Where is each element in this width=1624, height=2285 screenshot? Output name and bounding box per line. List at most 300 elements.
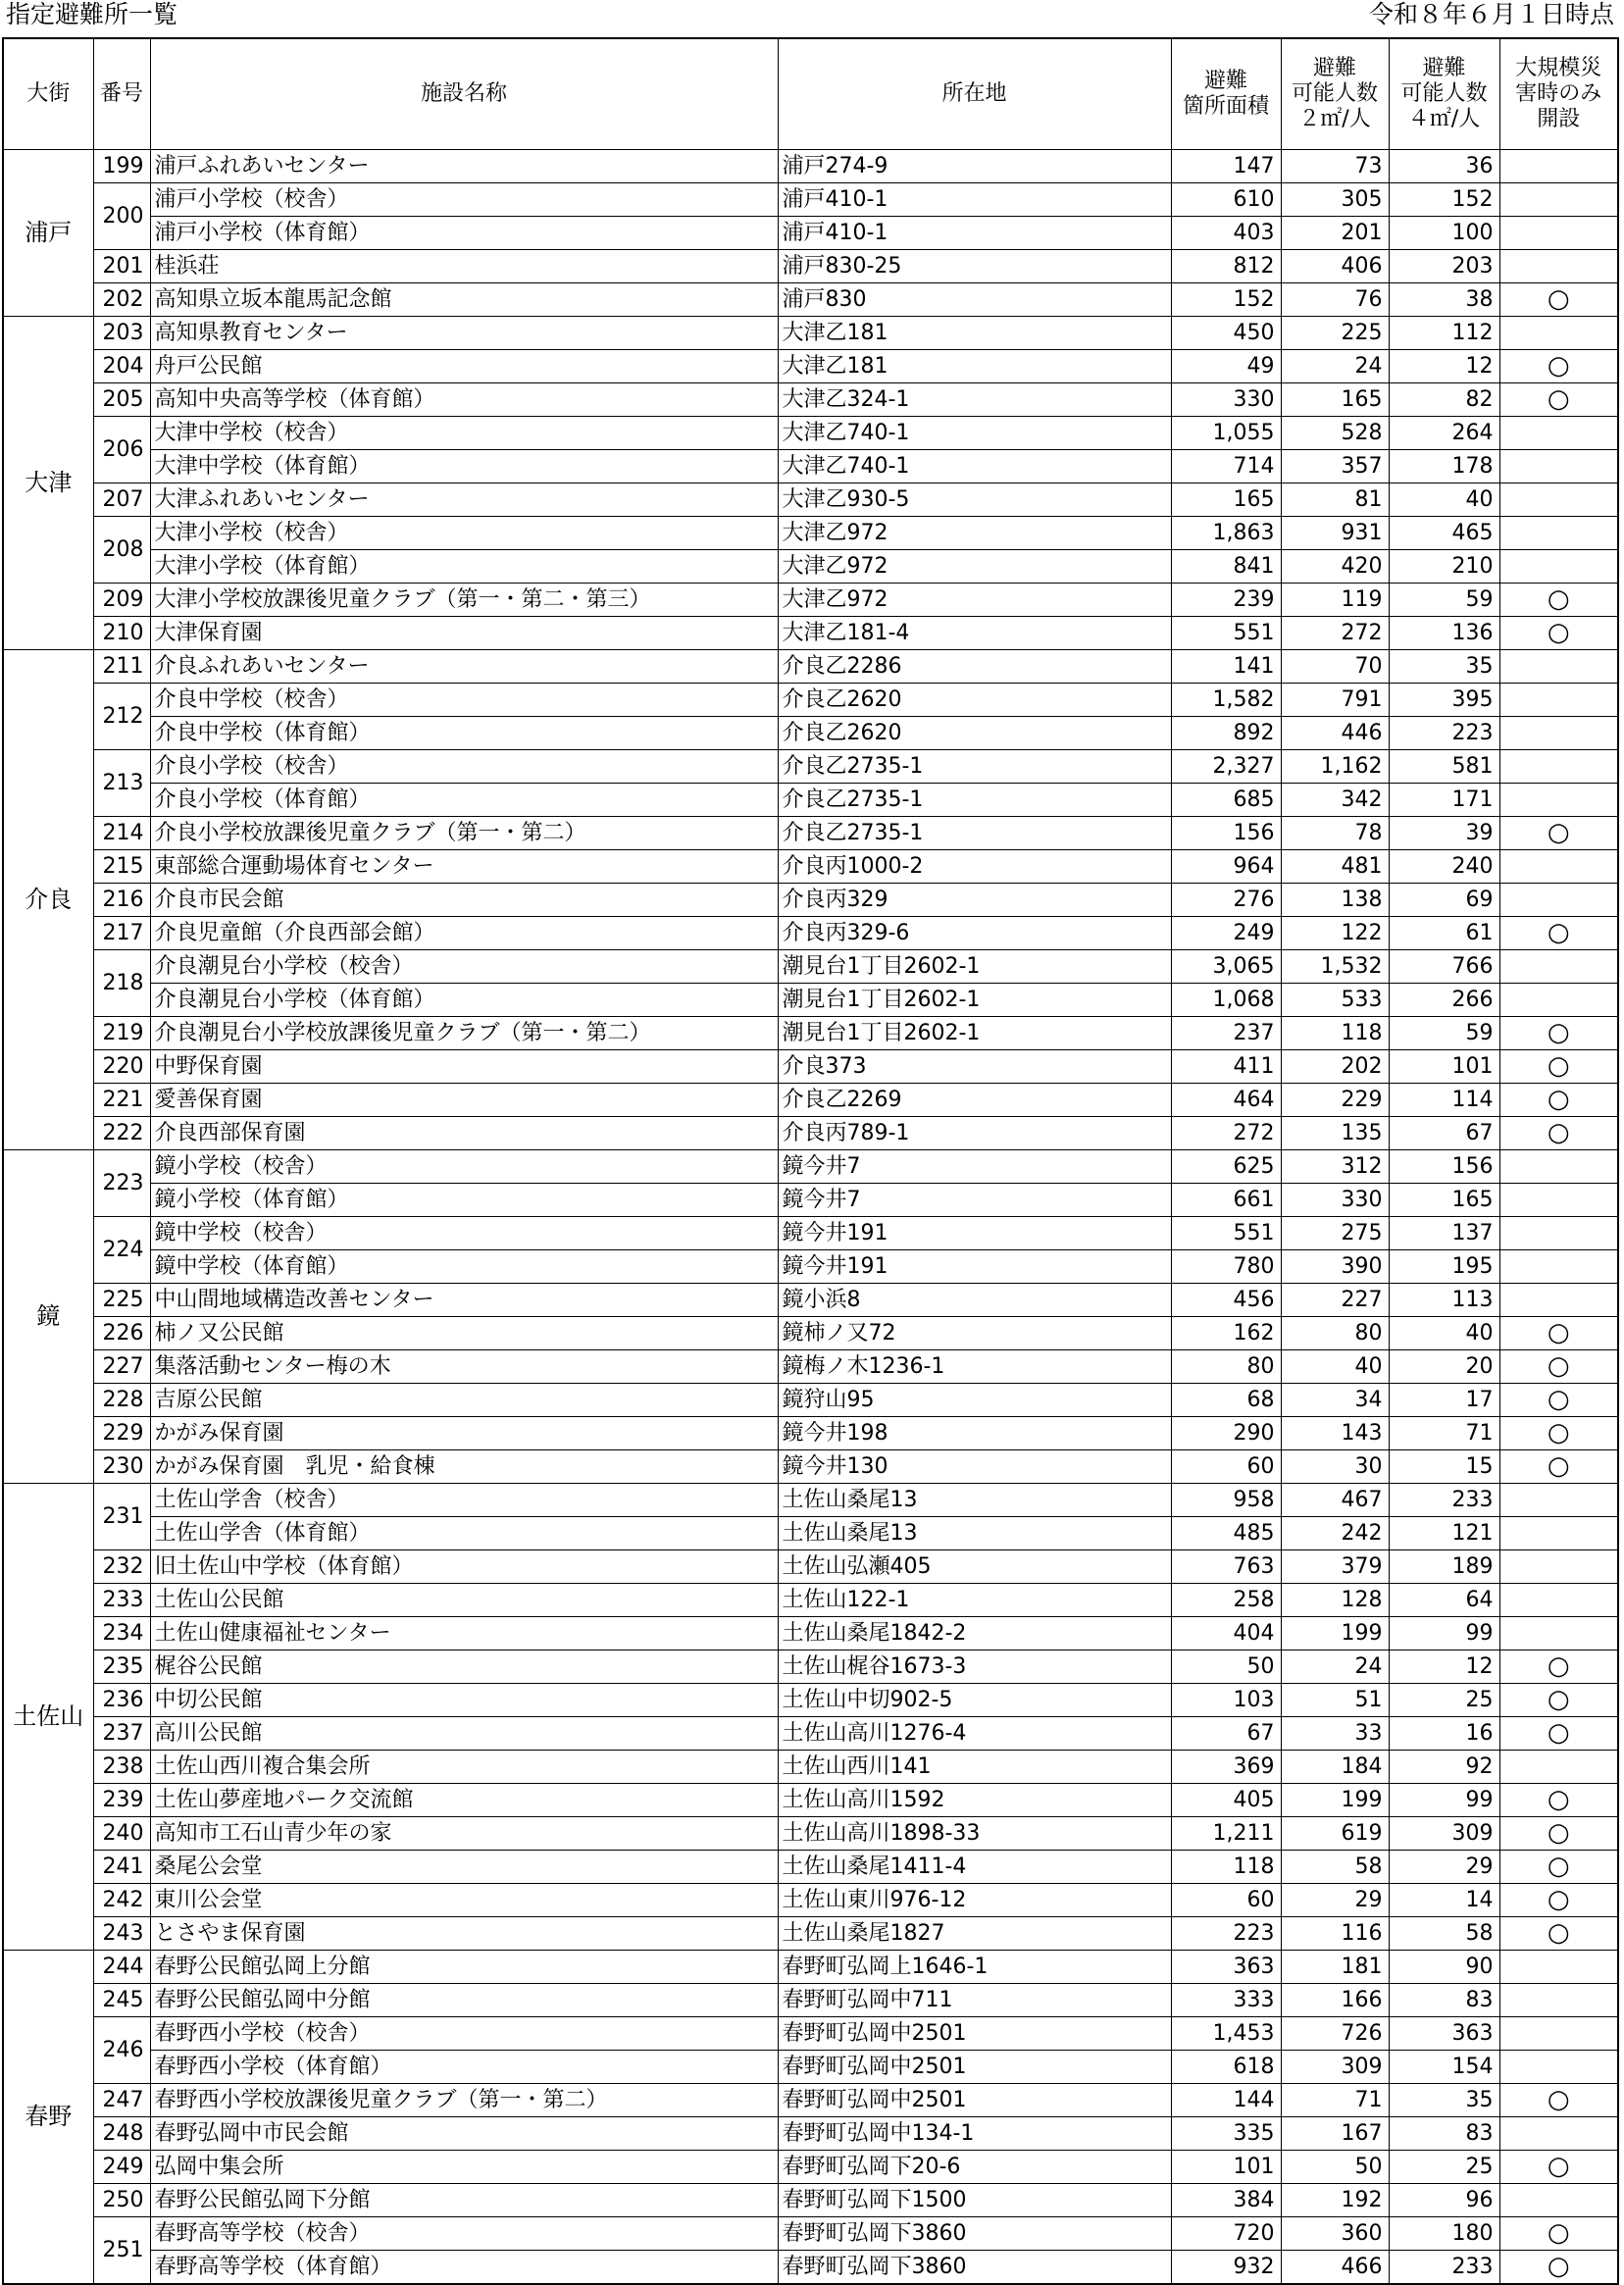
area-cell: 249 [1171,917,1281,950]
capacity-4sqm-cell: 154 [1389,2051,1499,2084]
number-cell: 199 [93,150,150,183]
capacity-2sqm-cell: 726 [1281,2017,1389,2051]
capacity-4sqm-cell: 264 [1389,417,1499,450]
capacity-4sqm-cell: 152 [1389,183,1499,217]
table-row [3,1784,1618,1817]
table-body [3,150,1618,2285]
area-cell: 812 [1171,250,1281,283]
col-header-facility-name: 施設名称 [150,38,778,150]
large-disaster-flag-cell [1499,1184,1618,1217]
number-cell: 202 [93,283,150,317]
address-cell: 介良丙789-1 [778,1117,1171,1150]
address-cell: 土佐山中切902-5 [778,1684,1171,1717]
facility-name-cell: 介良中学校（校舎） [150,684,778,717]
number-cell: 216 [93,884,150,917]
large-disaster-flag-cell [1499,1150,1618,1184]
address-cell: 潮見台1丁目2602-1 [778,984,1171,1017]
capacity-2sqm-cell: 135 [1281,1117,1389,1150]
area-cell: 165 [1171,483,1281,517]
address-cell: 大津乙972 [778,550,1171,584]
area-cell: 237 [1171,1017,1281,1050]
capacity-2sqm-cell: 143 [1281,1417,1389,1450]
large-disaster-flag-cell: ○ [1499,1650,1618,1684]
capacity-4sqm-cell: 178 [1389,450,1499,483]
capacity-2sqm-cell: 272 [1281,617,1389,650]
facility-name-cell: 鏡小学校（体育館） [150,1184,778,1217]
large-disaster-flag-cell [1499,2017,1618,2051]
large-disaster-flag-cell [1499,317,1618,350]
table-row [3,1684,1618,1717]
area-cell: 1,055 [1171,417,1281,450]
number-cell: 219 [93,1017,150,1050]
capacity-4sqm-cell: 136 [1389,617,1499,650]
capacity-4sqm-cell: 171 [1389,784,1499,817]
large-disaster-flag-cell [1499,884,1618,917]
area-cell: 330 [1171,383,1281,417]
number-cell: 225 [93,1284,150,1317]
large-disaster-flag-cell [1499,1617,1618,1650]
facility-name-cell: 土佐山学舎（体育館） [150,1517,778,1550]
table-row [3,1984,1618,2017]
large-disaster-flag-cell [1499,183,1618,217]
capacity-4sqm-cell: 25 [1389,1684,1499,1717]
large-disaster-flag-cell [1499,950,1618,984]
table-row [3,1917,1618,1951]
table-row [3,1050,1618,1084]
capacity-4sqm-cell: 38 [1389,283,1499,317]
shelter-table [2,37,1619,2285]
table-row [3,2217,1618,2251]
facility-name-cell: 大津小学校放課後児童クラブ（第一・第二・第三） [150,584,778,617]
capacity-2sqm-cell: 138 [1281,884,1389,917]
capacity-2sqm-cell: 40 [1281,1350,1389,1384]
large-disaster-flag-cell [1499,1584,1618,1617]
capacity-2sqm-cell: 791 [1281,684,1389,717]
address-cell: 鏡梅ノ木1236-1 [778,1350,1171,1384]
large-disaster-flag-cell: ○ [1499,283,1618,317]
table-row [3,1484,1618,1517]
table-row [3,250,1618,283]
address-cell: 大津乙930-5 [778,483,1171,517]
facility-name-cell: 桑尾公会堂 [150,1851,778,1884]
number-cell: 229 [93,1417,150,1450]
capacity-2sqm-cell: 51 [1281,1684,1389,1717]
address-cell: 春野町弘岡下20-6 [778,2151,1171,2184]
large-disaster-flag-cell [1499,1484,1618,1517]
capacity-2sqm-cell: 275 [1281,1217,1389,1250]
capacity-4sqm-cell: 266 [1389,984,1499,1017]
capacity-4sqm-cell: 29 [1389,1851,1499,1884]
number-cell: 207 [93,483,150,517]
number-cell: 245 [93,1984,150,2017]
large-disaster-flag-cell: ○ [1499,917,1618,950]
area-cell: 404 [1171,1617,1281,1650]
address-cell: 土佐山高川1276-4 [778,1717,1171,1751]
large-disaster-flag-cell [1499,2117,1618,2151]
area-cell: 964 [1171,850,1281,884]
capacity-2sqm-cell: 467 [1281,1484,1389,1517]
facility-name-cell: 介良小学校（校舎） [150,750,778,784]
table-row [3,1817,1618,1851]
number-cell: 220 [93,1050,150,1084]
number-cell: 224 [93,1217,150,1284]
table-row [3,317,1618,350]
number-cell: 231 [93,1484,150,1550]
address-cell: 土佐山東川976-12 [778,1884,1171,1917]
capacity-2sqm-cell: 165 [1281,383,1389,417]
address-cell: 大津乙740-1 [778,417,1171,450]
facility-name-cell: かがみ保育園 乳児・給食棟 [150,1450,778,1484]
area-cell: 50 [1171,1650,1281,1684]
table-row [3,1517,1618,1550]
table-row [3,2117,1618,2151]
number-cell: 244 [93,1951,150,1984]
area-cell: 661 [1171,1184,1281,1217]
area-cell: 80 [1171,1350,1281,1384]
table-header-row [3,38,1618,150]
table-row [3,1150,1618,1184]
area-cell: 1,068 [1171,984,1281,1017]
facility-name-cell: 介良児童館（介良西部会館） [150,917,778,950]
capacity-2sqm-cell: 199 [1281,1784,1389,1817]
area-cell: 618 [1171,2051,1281,2084]
capacity-4sqm-cell: 99 [1389,1617,1499,1650]
table-row [3,483,1618,517]
capacity-4sqm-cell: 210 [1389,550,1499,584]
large-disaster-flag-cell: ○ [1499,584,1618,617]
facility-name-cell: 高知県教育センター [150,317,778,350]
large-disaster-flag-cell: ○ [1499,2084,1618,2117]
address-cell: 介良乙2735-1 [778,784,1171,817]
address-cell: 介良乙2735-1 [778,750,1171,784]
area-cell: 156 [1171,817,1281,850]
capacity-4sqm-cell: 223 [1389,717,1499,750]
area-cell: 101 [1171,2151,1281,2184]
address-cell: 土佐山桑尾1411-4 [778,1851,1171,1884]
table-row [3,1284,1618,1317]
capacity-2sqm-cell: 342 [1281,784,1389,817]
large-disaster-flag-cell [1499,417,1618,450]
area-cell: 958 [1171,1484,1281,1517]
large-disaster-flag-cell: ○ [1499,1717,1618,1751]
large-disaster-flag-cell [1499,984,1618,1017]
table-row [3,1317,1618,1350]
address-cell: 鏡柿ノ又72 [778,1317,1171,1350]
capacity-2sqm-cell: 73 [1281,150,1389,183]
capacity-4sqm-cell: 25 [1389,2151,1499,2184]
capacity-4sqm-cell: 121 [1389,1517,1499,1550]
table-row [3,717,1618,750]
area-cell: 2,327 [1171,750,1281,784]
large-disaster-flag-cell [1499,1751,1618,1784]
area-cell: 162 [1171,1317,1281,1350]
col-header-area: 避難 箇所面積 [1171,38,1281,150]
capacity-4sqm-cell: 99 [1389,1784,1499,1817]
address-cell: 鏡今井7 [778,1150,1171,1184]
facility-name-cell: 介良潮見台小学校（校舎） [150,950,778,984]
facility-name-cell: 愛善保育園 [150,1084,778,1117]
capacity-4sqm-cell: 14 [1389,1884,1499,1917]
capacity-2sqm-cell: 1,532 [1281,950,1389,984]
capacity-4sqm-cell: 59 [1389,584,1499,617]
address-cell: 介良373 [778,1050,1171,1084]
capacity-4sqm-cell: 363 [1389,2017,1499,2051]
capacity-4sqm-cell: 90 [1389,1951,1499,1984]
capacity-2sqm-cell: 242 [1281,1517,1389,1550]
area-cell: 720 [1171,2217,1281,2251]
capacity-2sqm-cell: 184 [1281,1751,1389,1784]
capacity-4sqm-cell: 165 [1389,1184,1499,1217]
large-disaster-flag-cell [1499,2184,1618,2217]
area-cell: 763 [1171,1550,1281,1584]
capacity-4sqm-cell: 112 [1389,317,1499,350]
table-row [3,1417,1618,1450]
address-cell: 介良乙2620 [778,717,1171,750]
capacity-2sqm-cell: 122 [1281,917,1389,950]
table-row [3,2017,1618,2051]
facility-name-cell: 春野西小学校放課後児童クラブ（第一・第二） [150,2084,778,2117]
capacity-4sqm-cell: 69 [1389,884,1499,917]
capacity-2sqm-cell: 167 [1281,2117,1389,2151]
address-cell: 鏡今井130 [778,1450,1171,1484]
address-cell: 浦戸410-1 [778,217,1171,250]
capacity-2sqm-cell: 24 [1281,350,1389,383]
area-cell: 60 [1171,1884,1281,1917]
capacity-2sqm-cell: 24 [1281,1650,1389,1684]
capacity-4sqm-cell: 39 [1389,817,1499,850]
table-row [3,1117,1618,1150]
capacity-4sqm-cell: 59 [1389,1017,1499,1050]
facility-name-cell: 中山間地域構造改善センター [150,1284,778,1317]
table-row [3,1217,1618,1250]
number-cell: 223 [93,1150,150,1217]
area-cell: 464 [1171,1084,1281,1117]
large-disaster-flag-cell: ○ [1499,1117,1618,1150]
facility-name-cell: 鏡中学校（校舎） [150,1217,778,1250]
area-cell: 384 [1171,2184,1281,2217]
capacity-2sqm-cell: 379 [1281,1550,1389,1584]
area-cell: 932 [1171,2251,1281,2285]
facility-name-cell: 介良潮見台小学校（体育館） [150,984,778,1017]
table-row [3,1450,1618,1484]
number-cell: 226 [93,1317,150,1350]
facility-name-cell: 大津保育園 [150,617,778,650]
address-cell: 鏡今井191 [778,1250,1171,1284]
large-disaster-flag-cell [1499,217,1618,250]
address-cell: 潮見台1丁目2602-1 [778,1017,1171,1050]
capacity-4sqm-cell: 35 [1389,2084,1499,2117]
area-cell: 272 [1171,1117,1281,1150]
table-row [3,150,1618,183]
large-disaster-flag-cell: ○ [1499,1851,1618,1884]
area-cell: 714 [1171,450,1281,483]
facility-name-cell: 集落活動センター梅の木 [150,1350,778,1384]
table-row [3,2184,1618,2217]
capacity-4sqm-cell: 581 [1389,750,1499,784]
capacity-2sqm-cell: 390 [1281,1250,1389,1284]
large-disaster-flag-cell: ○ [1499,1450,1618,1484]
capacity-2sqm-cell: 192 [1281,2184,1389,2217]
large-disaster-flag-cell: ○ [1499,1084,1618,1117]
district-cell: 春野 [3,1951,93,2285]
area-cell: 625 [1171,1150,1281,1184]
address-cell: 介良丙329 [778,884,1171,917]
facility-name-cell: 鏡中学校（体育館） [150,1250,778,1284]
area-cell: 144 [1171,2084,1281,2117]
facility-name-cell: 大津ふれあいセンター [150,483,778,517]
capacity-2sqm-cell: 34 [1281,1384,1389,1417]
capacity-2sqm-cell: 309 [1281,2051,1389,2084]
number-cell: 232 [93,1550,150,1584]
capacity-2sqm-cell: 78 [1281,817,1389,850]
capacity-4sqm-cell: 17 [1389,1384,1499,1417]
table-row [3,550,1618,584]
capacity-2sqm-cell: 71 [1281,2084,1389,2117]
address-cell: 土佐山桑尾13 [778,1484,1171,1517]
capacity-2sqm-cell: 357 [1281,450,1389,483]
facility-name-cell: 土佐山夢産地パーク交流館 [150,1784,778,1817]
large-disaster-flag-cell [1499,150,1618,183]
address-cell: 鏡小浜8 [778,1284,1171,1317]
capacity-4sqm-cell: 16 [1389,1717,1499,1751]
facility-name-cell: 高知市工石山青少年の家 [150,1817,778,1851]
number-cell: 217 [93,917,150,950]
address-cell: 浦戸830-25 [778,250,1171,283]
large-disaster-flag-cell [1499,2051,1618,2084]
address-cell: 浦戸274-9 [778,150,1171,183]
capacity-2sqm-cell: 58 [1281,1851,1389,1884]
address-cell: 春野町弘岡中711 [778,1984,1171,2017]
table-row [3,1851,1618,1884]
table-row [3,2251,1618,2285]
large-disaster-flag-cell: ○ [1499,617,1618,650]
capacity-4sqm-cell: 35 [1389,650,1499,684]
number-cell: 239 [93,1784,150,1817]
area-cell: 1,582 [1171,684,1281,717]
area-cell: 239 [1171,584,1281,617]
capacity-4sqm-cell: 40 [1389,1317,1499,1350]
area-cell: 403 [1171,217,1281,250]
address-cell: 土佐山高川1592 [778,1784,1171,1817]
address-cell: 介良乙2735-1 [778,817,1171,850]
area-cell: 363 [1171,1951,1281,1984]
area-cell: 685 [1171,784,1281,817]
large-disaster-flag-cell [1499,483,1618,517]
large-disaster-flag-cell [1499,1217,1618,1250]
address-cell: 鏡今井7 [778,1184,1171,1217]
number-cell: 241 [93,1851,150,1884]
table-row [3,1717,1618,1751]
table-row [3,2151,1618,2184]
col-header-number: 番号 [93,38,150,150]
table-row [3,684,1618,717]
large-disaster-flag-cell: ○ [1499,1017,1618,1050]
address-cell: 春野町弘岡上1646-1 [778,1951,1171,1984]
facility-name-cell: とさやま保育園 [150,1917,778,1951]
area-cell: 258 [1171,1584,1281,1617]
table-row [3,984,1618,1017]
table-row [3,1084,1618,1117]
address-cell: 大津乙324-1 [778,383,1171,417]
address-cell: 浦戸830 [778,283,1171,317]
table-row [3,650,1618,684]
capacity-2sqm-cell: 116 [1281,1917,1389,1951]
capacity-4sqm-cell: 58 [1389,1917,1499,1951]
large-disaster-flag-cell: ○ [1499,1050,1618,1084]
capacity-2sqm-cell: 201 [1281,217,1389,250]
area-cell: 551 [1171,617,1281,650]
capacity-2sqm-cell: 481 [1281,850,1389,884]
table-row [3,2084,1618,2117]
area-cell: 333 [1171,1984,1281,2017]
table-row [3,1550,1618,1584]
number-cell: 237 [93,1717,150,1751]
table-row [3,1184,1618,1217]
address-cell: 大津乙972 [778,584,1171,617]
address-cell: 土佐山西川141 [778,1751,1171,1784]
table-row [3,1650,1618,1684]
table-row [3,784,1618,817]
number-cell: 215 [93,850,150,884]
facility-name-cell: 介良市民会館 [150,884,778,917]
large-disaster-flag-cell: ○ [1499,1417,1618,1450]
capacity-2sqm-cell: 80 [1281,1317,1389,1350]
facility-name-cell: 高知県立坂本龍馬記念館 [150,283,778,317]
facility-name-cell: 梶谷公民館 [150,1650,778,1684]
address-cell: 春野町弘岡中2501 [778,2084,1171,2117]
capacity-2sqm-cell: 312 [1281,1150,1389,1184]
large-disaster-flag-cell: ○ [1499,817,1618,850]
table-row [3,917,1618,950]
capacity-4sqm-cell: 82 [1389,383,1499,417]
facility-name-cell: 春野弘岡中市民会館 [150,2117,778,2151]
facility-name-cell: 大津中学校（体育館） [150,450,778,483]
facility-name-cell: かがみ保育園 [150,1417,778,1450]
table-row [3,350,1618,383]
area-cell: 456 [1171,1284,1281,1317]
number-cell: 213 [93,750,150,817]
facility-name-cell: 大津中学校（校舎） [150,417,778,450]
facility-name-cell: 土佐山学舎（校舎） [150,1484,778,1517]
facility-name-cell: 介良小学校放課後児童クラブ（第一・第二） [150,817,778,850]
capacity-2sqm-cell: 466 [1281,2251,1389,2285]
facility-name-cell: 吉原公民館 [150,1384,778,1417]
large-disaster-flag-cell [1499,1284,1618,1317]
facility-name-cell: 桂浜荘 [150,250,778,283]
number-cell: 212 [93,684,150,750]
address-cell: 大津乙972 [778,517,1171,550]
number-cell: 234 [93,1617,150,1650]
table-row [3,1017,1618,1050]
facility-name-cell: 大津小学校（校舎） [150,517,778,550]
large-disaster-flag-cell [1499,1984,1618,2017]
large-disaster-flag-cell: ○ [1499,1817,1618,1851]
large-disaster-flag-cell: ○ [1499,1684,1618,1717]
large-disaster-flag-cell [1499,1517,1618,1550]
table-row [3,750,1618,784]
large-disaster-flag-cell: ○ [1499,1784,1618,1817]
table-row [3,517,1618,550]
large-disaster-flag-cell [1499,250,1618,283]
table-row [3,884,1618,917]
address-cell: 鏡今井191 [778,1217,1171,1250]
address-cell: 大津乙181 [778,350,1171,383]
area-cell: 290 [1171,1417,1281,1450]
table-row [3,1250,1618,1284]
address-cell: 土佐山高川1898-33 [778,1817,1171,1851]
capacity-2sqm-cell: 1,162 [1281,750,1389,784]
number-cell: 251 [93,2217,150,2285]
